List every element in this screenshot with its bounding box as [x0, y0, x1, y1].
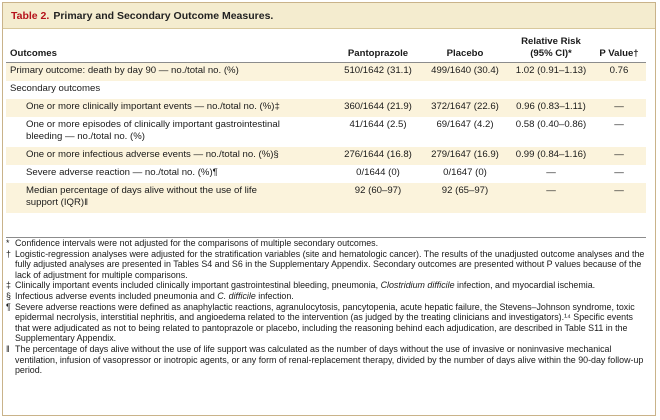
cell-placebo: 499/1640 (30.4) — [420, 63, 510, 82]
footnote-text: The percentage of days alive without the use of life support was calculated as the number of days without the use of invasive or noninvasive mechanical ventilation, infusion of vasopressor or inotropic agents, or any form of renal-replacement therapy, divided by the number of days alive within the 90-day follow-up period. — [15, 343, 644, 376]
footnote-mark: † — [6, 248, 11, 259]
cell-pantoprazole: 0/1644 (0) — [356, 167, 400, 178]
row-label: One or more infectious adverse events — no./total no. (%)§ — [6, 147, 336, 165]
footnote-text: Logistic-regression analyses were adjusted for the stratification variables (site and hematologic cancer). The results of the unadjusted outcome analyses and the fully adjusted analyses are presented in Tables S4 and S6 in the Supplementary Appendix. Secondary outcomes are presented without P values because of the lack of adjustment for multiple comparisons. — [15, 248, 645, 280]
cell-placebo: 92 (65–97) — [420, 183, 510, 213]
footnote-text-after: infection, and myocardial ischemia. — [454, 280, 596, 291]
footnote-mark: § — [6, 290, 11, 301]
cell-pvalue: — — [592, 99, 646, 117]
footnote-double-dagger — [6, 280, 646, 291]
row-label-line1: One or more episodes of clinically important gastrointestinal — [26, 119, 280, 130]
col-header-placebo: Placebo — [420, 34, 510, 63]
cell-pvalue: — — [592, 147, 646, 165]
cell-placebo: 279/1647 (16.9) — [420, 147, 510, 165]
cell-pantoprazole: 276/1644 (16.8) — [336, 147, 420, 165]
cell-pvalue: — — [614, 119, 624, 130]
table-row-secondary-header — [6, 81, 646, 99]
table-number: Table 2. — [11, 9, 50, 22]
table-row-days-alive — [6, 183, 646, 213]
table-row-infectious — [6, 147, 646, 165]
cell-placebo: 0/1647 (0) — [443, 167, 487, 178]
table-title: Primary and Secondary Outcome Measures. — [53, 9, 274, 22]
row-label: Primary outcome: death by day 90 — no./total no. (%) — [6, 63, 336, 82]
row-label: One or more clinically important events — no./total no. (%)‡ — [6, 99, 336, 117]
cell-pvalue: — — [614, 167, 624, 178]
footnote-mark: * — [6, 238, 10, 248]
col-header-outcomes: Outcomes — [6, 34, 336, 63]
col-header-pantoprazole: Pantoprazole — [336, 34, 420, 63]
secondary-outcomes-heading: Secondary outcomes — [10, 83, 101, 94]
cell-pvalue: — — [592, 183, 646, 213]
col-header-pvalue: P Value† — [592, 34, 646, 63]
footnote-text-after: infection. — [255, 290, 294, 301]
cell-rr: 0.58 (0.40–0.86) — [515, 119, 587, 130]
row-label-line1: Median percentage of days alive without the use of life — [26, 185, 257, 196]
footnote-section — [6, 291, 646, 302]
table-row-severe-adverse — [6, 165, 646, 183]
row-label-line2: support (IQR)‖ — [26, 196, 89, 208]
footnote-mark: ¶ — [6, 301, 11, 312]
cell-rr: 1.02 (0.91–1.13) — [510, 63, 592, 82]
row-label — [6, 183, 336, 213]
footnote-pilcrow — [6, 302, 646, 344]
cell-placebo: 372/1647 (22.6) — [420, 99, 510, 117]
cell-pantoprazole: 510/1642 (31.1) — [336, 63, 420, 82]
row-label: Severe adverse reaction — no./total no. (%)¶ — [26, 167, 218, 178]
header-row — [6, 34, 646, 63]
footnote-text-before: Infectious adverse events included pneumonia and — [15, 290, 218, 301]
footnote-text-before: Clinically important events included clinically important gastrointestinal bleeding, pneumonia, — [15, 280, 381, 291]
footnotes — [6, 238, 646, 376]
cell-pantoprazole: 92 (60–97) — [336, 183, 420, 213]
table-caption — [3, 3, 655, 29]
footnote-text: Severe adverse reactions were defined as anaphylactic reactions, agranulocytosis, pancytopenia, acute hepatic failure, the Stevens–Johnson syndrome, toxic epidermal necrolysis, interstitial nephritis, and angioedema related to the intervention (as judged by the treating clinicians and investigators).¹⁴ Specific events that were adjudicated as not to being related to pantoprazole or placebo, including the reasoning behind each adjudication, are described in Table S11 in the Supplementary Appendix. — [15, 301, 635, 344]
cell-rr: 0.99 (0.84–1.16) — [510, 147, 592, 165]
cell-pantoprazole: 360/1644 (21.9) — [336, 99, 420, 117]
table-row-important-events — [6, 99, 646, 117]
col-header-rr-line2: (95% CI)* — [530, 47, 572, 59]
row-label — [6, 117, 336, 147]
table-row-primary — [6, 63, 646, 82]
cell-rr: — — [546, 167, 556, 178]
footnote-asterisk — [6, 238, 646, 249]
footnote-text-italic: Clostridium difficile — [380, 280, 455, 291]
cell-pantoprazole: 41/1644 (2.5) — [349, 119, 407, 130]
row-label-line2: bleeding — no./total no. (%) — [26, 130, 145, 142]
footnote-mark: ‖ — [6, 343, 10, 354]
col-header-relative-risk — [510, 34, 592, 63]
footnote-text-italic: C. difficile — [217, 290, 256, 301]
footnote-text: Confidence intervals were not adjusted for the comparisons of multiple secondary outcomes. — [15, 238, 379, 248]
outcomes-table — [6, 34, 646, 213]
cell-rr: — — [510, 183, 592, 213]
table-row-gi-bleeding — [6, 117, 646, 147]
cell-placebo: 69/1647 (4.2) — [436, 119, 494, 130]
footnote-mark: ‡ — [6, 280, 11, 291]
footnote-dagger — [6, 249, 646, 281]
cell-rr: 0.96 (0.83–1.11) — [510, 99, 592, 117]
footnote-double-bar — [6, 344, 646, 376]
cell-pvalue: 0.76 — [592, 63, 646, 82]
col-header-rr-line1: Relative Risk — [521, 36, 581, 47]
